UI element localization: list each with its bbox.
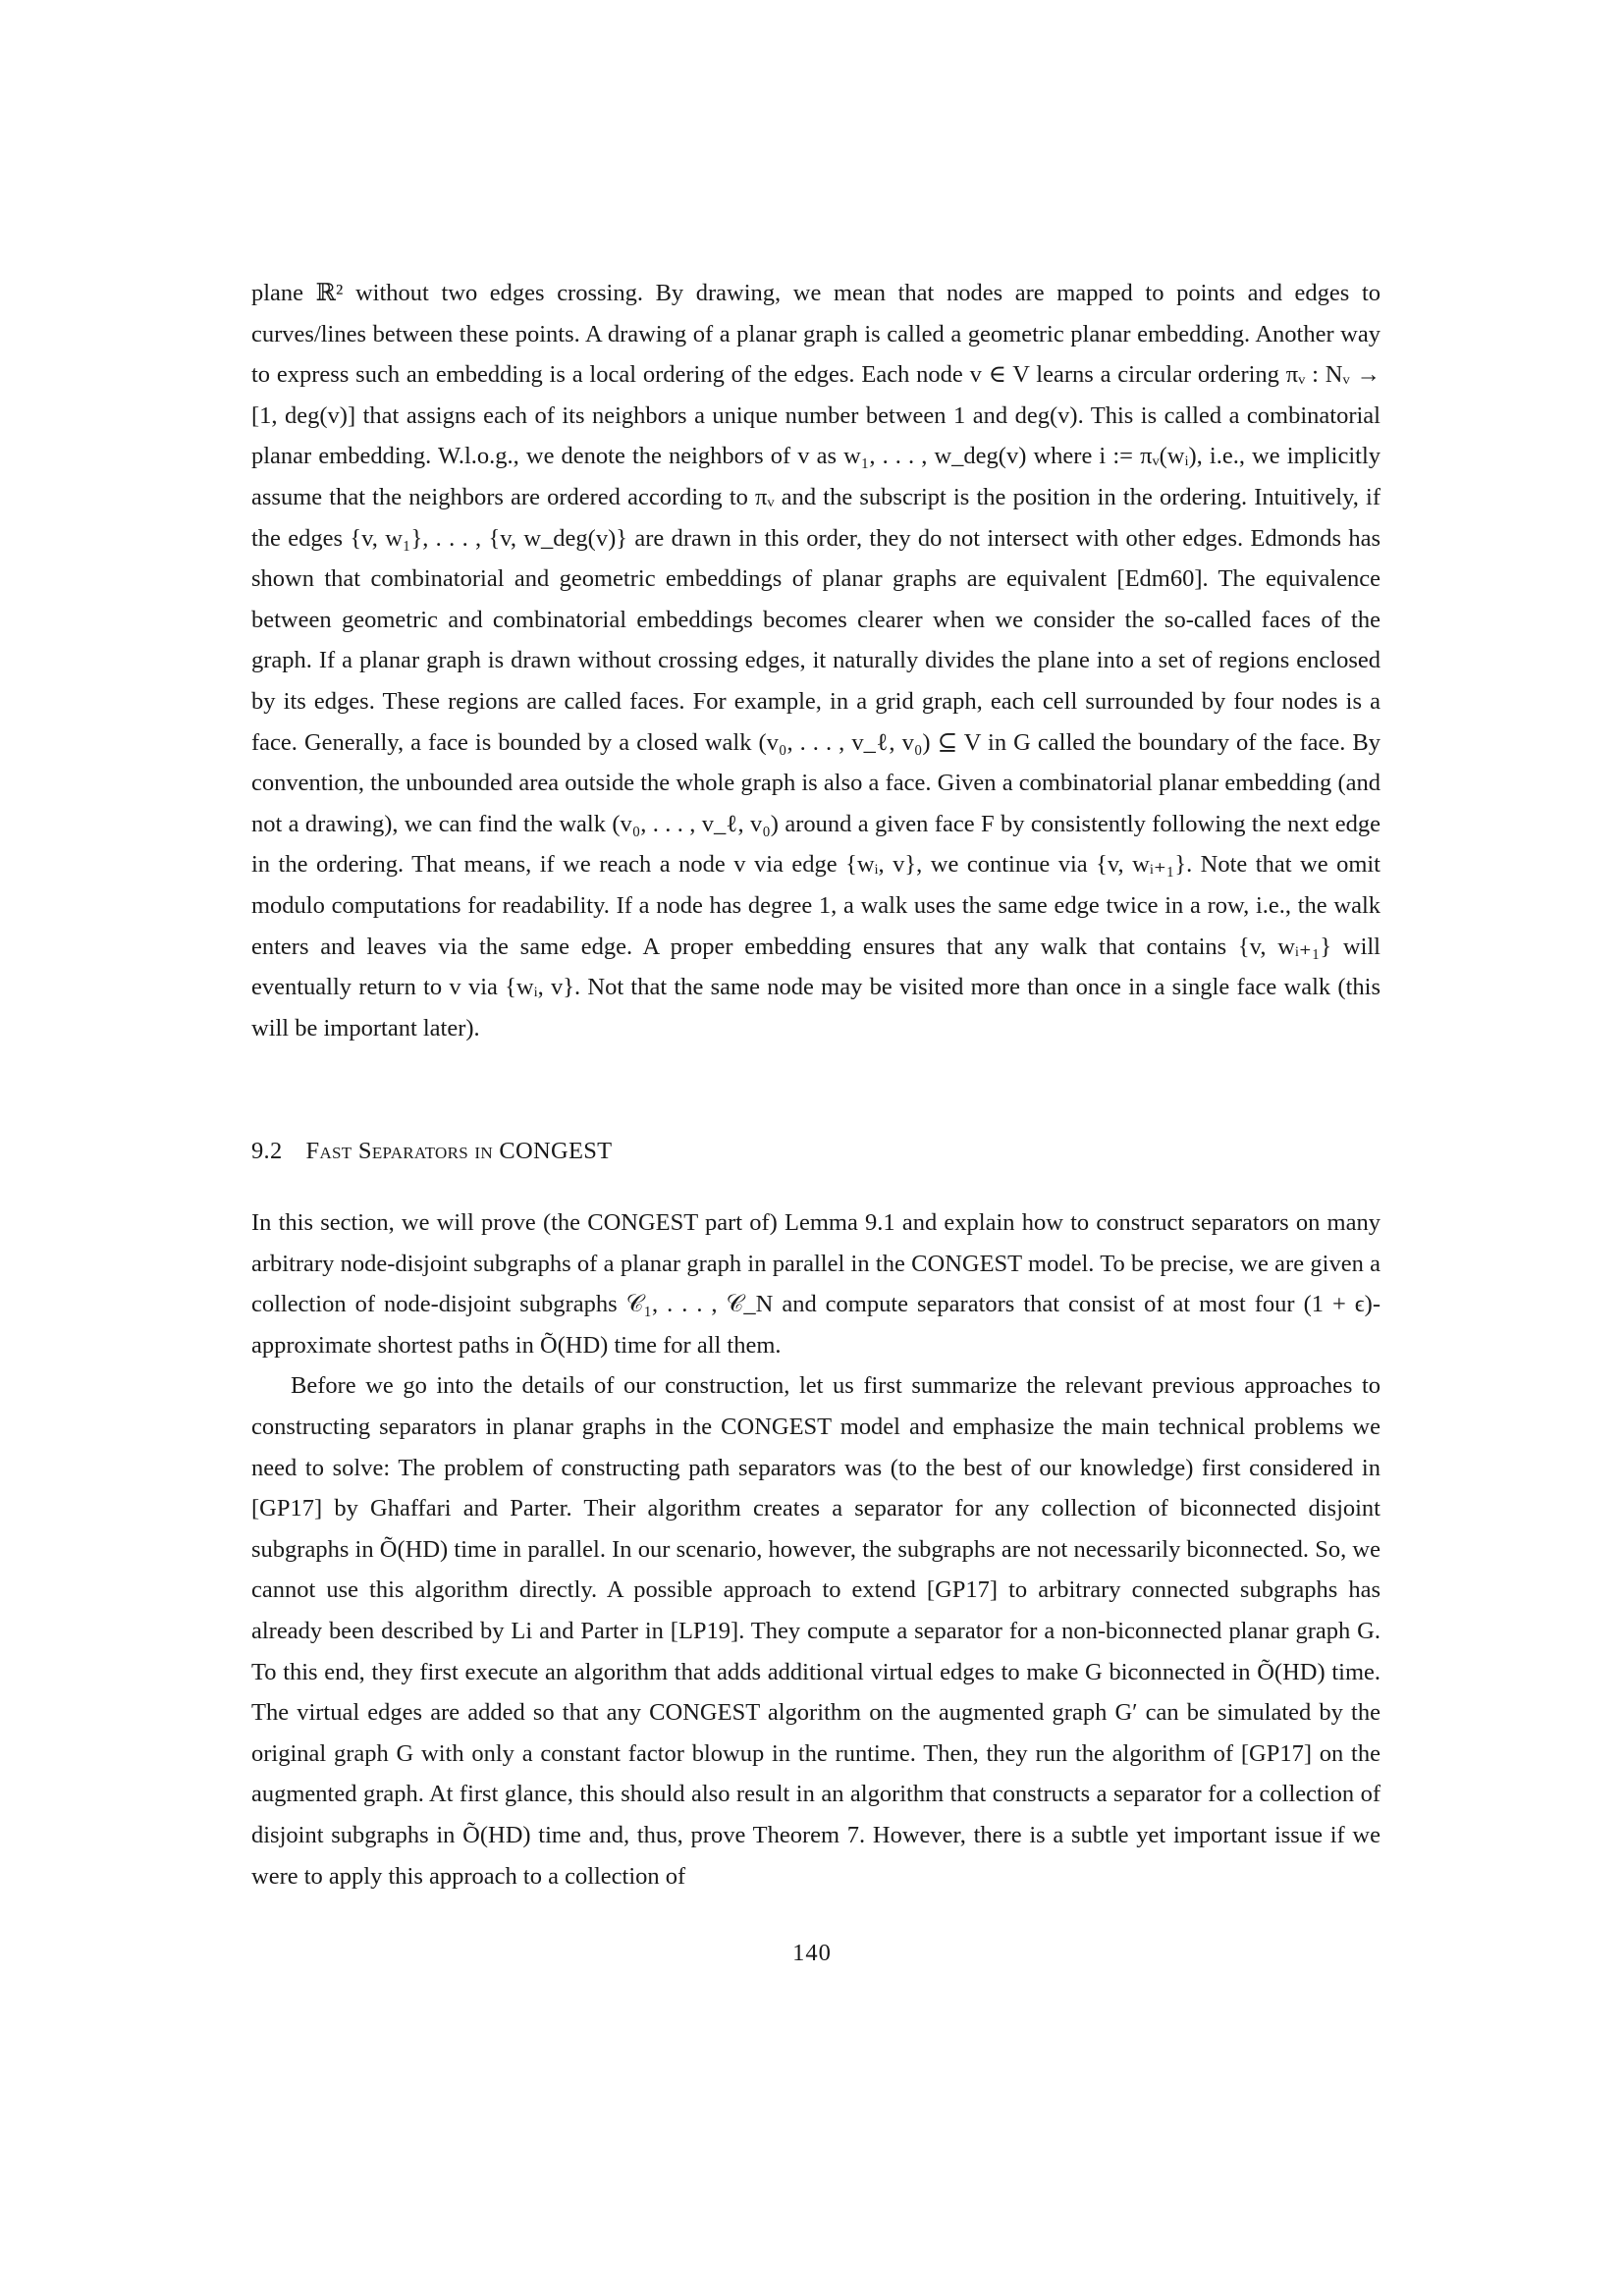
section-number: 9.2	[251, 1138, 283, 1164]
body-section-bottom	[251, 1202, 1380, 1896]
body-section-top	[251, 273, 1380, 1048]
paragraph-planar-embedding: plane ℝ² without two edges crossing. By drawing, we mean that nodes are mapped to points and edges to curves/lines between these points. A drawing of a planar graph is called a geometric planar embedding. Another way to express such an embedding is a local ordering of the edges. Each node v ∈ V learns a circular ordering πᵥ : Nᵥ → [1, deg(v)] that assigns each of its neighbors a unique number between 1 and deg(v). This is called a combinatorial planar embedding. W.l.o.g., we denote the neighbors of v as w₁, . . . , w_deg(v) where i := πᵥ(wᵢ), i.e., we implicitly assume that the neighbors are ordered according to πᵥ and the subscript is the position in the ordering. Intuitively, if the edges {v, w₁}, . . . , {v, w_deg(v)} are drawn in this order, they do not intersect with other edges. Edmonds has shown that combinatorial and geometric embeddings of planar graphs are equivalent [Edm60]. The equivalence between geometric and combinatorial embeddings becomes clearer when we consider the so-called faces of the graph. If a planar graph is drawn without crossing edges, it naturally divides the plane into a set of regions enclosed by its edges. These regions are called faces. For example, in a grid graph, each cell surrounded by four nodes is a face. Generally, a face is bounded by a closed walk (v₀, . . . , v_ℓ, v₀) ⊆ V in G called the boundary of the face. By convention, the unbounded area outside the whole graph is also a face. Given a combinatorial planar embedding (and not a drawing), we can find the walk (v₀, . . . , v_ℓ, v₀) around a given face F by consistently following the next edge in the ordering. That means, if we reach a node v via edge {wᵢ, v}, we continue via {v, wᵢ₊₁}. Note that we omit modulo computations for readability. If a node has degree 1, a walk uses the same edge twice in a row, i.e., the walk enters and leaves via the same edge. A proper embedding ensures that any walk that contains {v, wᵢ₊₁} will eventually return to v via {wᵢ, v}. Not that the same node may be visited more than once in a single face walk (this will be important later).	[251, 280, 1380, 1041]
paragraph-section-intro: In this section, we will prove (the CONGEST part of) Lemma 9.1 and explain how to construct separators on many arbitrary node-disjoint subgraphs of a planar graph in parallel in the CONGEST model. To be precise, we are given a collection of node-disjoint subgraphs 𝒞₁, . . . , 𝒞_N and compute separators that consist of at most four (1 + ϵ)-approximate shortest paths in Õ(HD) time for all them.	[251, 1209, 1380, 1359]
paragraph-previous-approaches: Before we go into the details of our construction, let us first summarize the relevant previous approaches to constructing separators in planar graphs in the CONGEST model and emphasize the main technical problems we need to solve: The problem of constructing path separators was (to the best of our knowledge) first considered in [GP17] by Ghaffari and Parter. Their algorithm creates a separator for any collection of biconnected disjoint subgraphs in Õ(HD) time in parallel. In our scenario, however, the subgraphs are not necessarily biconnected. So, we cannot use this algorithm directly. A possible approach to extend [GP17] to arbitrary connected subgraphs has already been described by Li and Parter in [LP19]. They compute a separator for a non-biconnected planar graph G. To this end, they first execute an algorithm that adds additional virtual edges to make G biconnected in Õ(HD) time. The virtual edges are added so that any CONGEST algorithm on the augmented graph G′ can be simulated by the original graph G with only a constant factor blowup in the runtime. Then, they run the algorithm of [GP17] on the augmented graph. At first glance, this should also result in an algorithm that constructs a separator for a collection of disjoint subgraphs in Õ(HD) time and, thus, prove Theorem 7. However, there is a subtle yet important issue if we were to apply this approach to a collection of	[251, 1372, 1380, 1890]
section-heading	[251, 1137, 612, 1166]
page-number: 140	[792, 1940, 832, 1966]
section-title: Fast Separators in CONGEST	[305, 1138, 613, 1164]
